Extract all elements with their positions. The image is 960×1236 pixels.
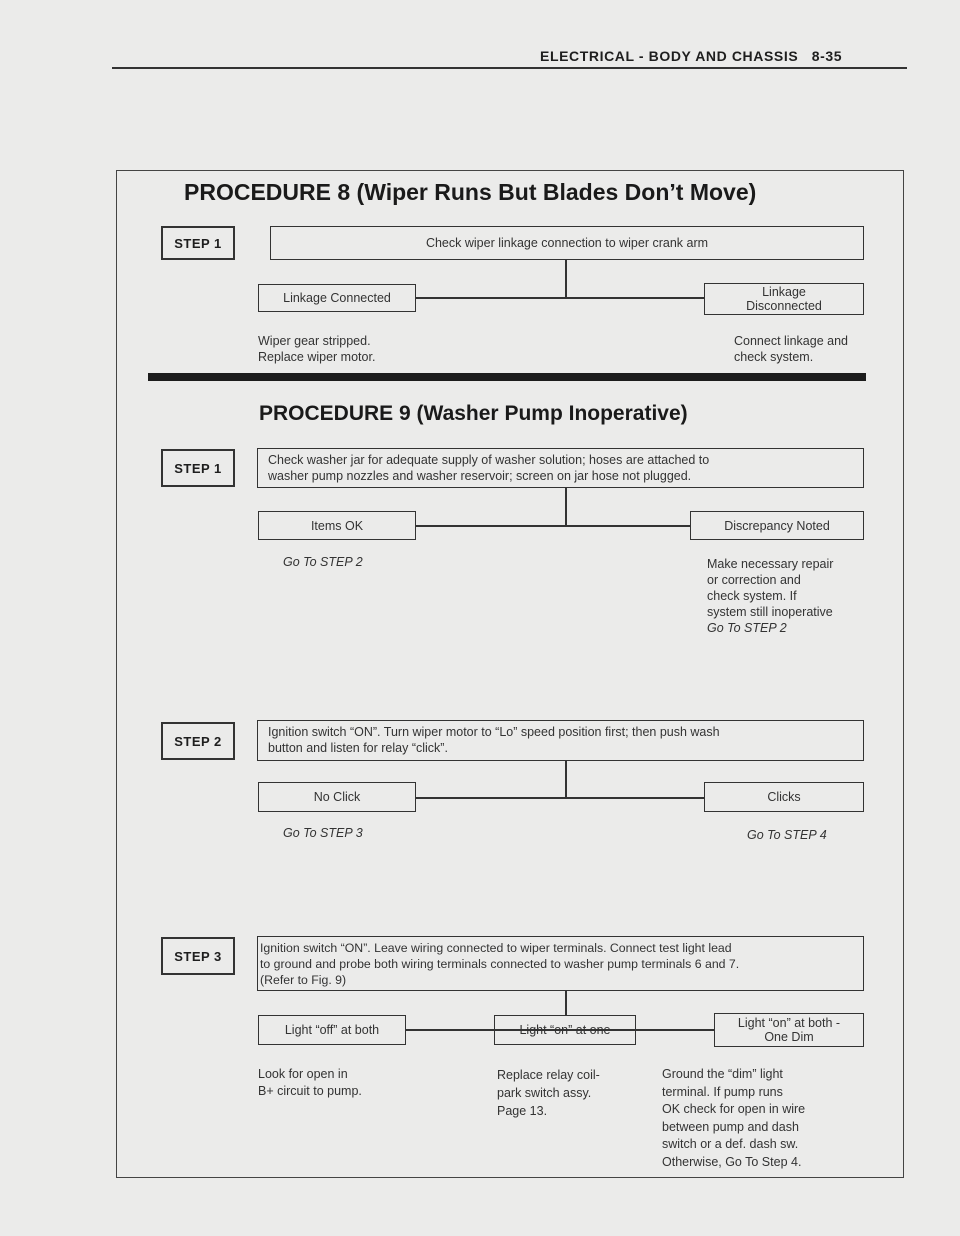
- note-go-to-step-4: Go To STEP 4: [747, 828, 827, 842]
- result-line: Light “on” at both -: [737, 1016, 841, 1030]
- note-ground-dim-light: [662, 1066, 805, 1171]
- note-line: Go To STEP 2: [707, 621, 787, 635]
- connector-vertical: [565, 488, 567, 526]
- procedure-9-step-3-badge: STEP 3: [161, 937, 235, 975]
- result-light-on-both-dim: [714, 1013, 864, 1047]
- note-make-repair: [707, 556, 833, 636]
- note-wiper-gear: [258, 333, 375, 365]
- page-header: [540, 48, 842, 64]
- procedure-8-title: PROCEDURE 8 (Wiper Runs But Blades Don’t Move): [184, 179, 757, 205]
- note-line: system still inoperative: [707, 605, 833, 619]
- note-line: OK check for open in wire: [662, 1102, 806, 1116]
- result-linkage-connected: Linkage Connected: [258, 284, 416, 312]
- section-divider: [148, 373, 866, 381]
- note-replace-relay: [497, 1066, 600, 1120]
- header-title: ELECTRICAL - BODY AND CHASSIS: [540, 48, 799, 64]
- instruction-line: button and listen for relay “click”.: [268, 741, 448, 755]
- procedure-9-step-1-badge: STEP 1: [161, 449, 235, 487]
- result-line: Disconnected: [746, 299, 822, 313]
- connector-vertical: [565, 761, 567, 799]
- header-rule: [112, 67, 907, 69]
- note-line: Wiper gear stripped.: [258, 334, 371, 348]
- note-line: between pump and dash: [662, 1119, 799, 1134]
- result-light-off-both: Light “off” at both: [258, 1015, 406, 1045]
- connector-horizontal: [415, 525, 691, 527]
- result-no-click: No Click: [258, 782, 416, 812]
- note-line: Look for open in: [258, 1067, 348, 1081]
- note-line: Replace relay coil-: [497, 1068, 600, 1082]
- instruction-line: washer pump nozzles and washer reservoir; screen on jar hose not plugged.: [268, 469, 692, 483]
- instruction-line: to ground and probe both wiring terminals connected to washer pump terminals 6 and 7.: [260, 957, 740, 971]
- note-line: park switch assy.: [497, 1086, 592, 1100]
- note-line: Otherwise, Go To Step 4.: [662, 1154, 802, 1169]
- note-line: Ground the “dim” light: [662, 1067, 783, 1081]
- procedure-9-title: PROCEDURE 9 (Washer Pump Inoperative): [259, 402, 688, 425]
- connector-horizontal: [415, 297, 705, 299]
- instruction-line: Ignition switch “ON”. Leave wiring connected to wiper terminals. Connect test light lead: [260, 941, 732, 955]
- note-go-to-step-2: Go To STEP 2: [283, 555, 363, 569]
- connector-vertical: [565, 991, 567, 1016]
- procedure-9-step-2-instruction: [257, 720, 864, 761]
- page-number: 8-35: [811, 48, 843, 64]
- result-items-ok: Items OK: [258, 511, 416, 540]
- procedure-8-step-1-badge: STEP 1: [161, 226, 235, 260]
- note-line: Page 13.: [497, 1104, 548, 1118]
- note-line: B+ circuit to pump.: [258, 1084, 362, 1098]
- connector-vertical: [565, 260, 567, 298]
- instruction-line: (Refer to Fig. 9): [260, 973, 347, 987]
- instruction-line: Ignition switch “ON”. Turn wiper motor to “Lo” speed position first; then push wash: [268, 725, 720, 739]
- result-light-on-one: Light “on” at one: [494, 1015, 636, 1045]
- note-go-to-step-3: Go To STEP 3: [283, 826, 363, 840]
- note-line: Replace wiper motor.: [258, 350, 376, 364]
- note-line: Connect linkage and: [734, 334, 848, 348]
- note-line: or correction and: [707, 573, 801, 587]
- result-discrepancy-noted: Discrepancy Noted: [690, 511, 864, 540]
- note-connect-linkage: [734, 333, 848, 365]
- note-line: check system. If: [707, 589, 797, 603]
- note-line: switch or a def. dash sw.: [662, 1137, 799, 1151]
- procedure-9-step-1-instruction: [257, 448, 864, 488]
- procedure-9-step-2-badge: STEP 2: [161, 722, 235, 760]
- procedure-9-step-3-instruction: [257, 936, 864, 991]
- procedure-8-step-1-instruction: Check wiper linkage connection to wiper crank arm: [270, 226, 864, 260]
- result-line: One Dim: [764, 1030, 814, 1044]
- result-clicks: Clicks: [704, 782, 864, 812]
- note-line: Make necessary repair: [707, 557, 834, 571]
- result-line: Linkage: [762, 285, 806, 299]
- connector-horizontal: [415, 797, 705, 799]
- instruction-line: Check washer jar for adequate supply of washer solution; hoses are attached to: [268, 453, 710, 467]
- note-look-for-open: [258, 1066, 362, 1100]
- note-line: terminal. If pump runs: [662, 1084, 783, 1099]
- result-linkage-disconnected: [704, 283, 864, 315]
- note-line: check system.: [734, 350, 814, 364]
